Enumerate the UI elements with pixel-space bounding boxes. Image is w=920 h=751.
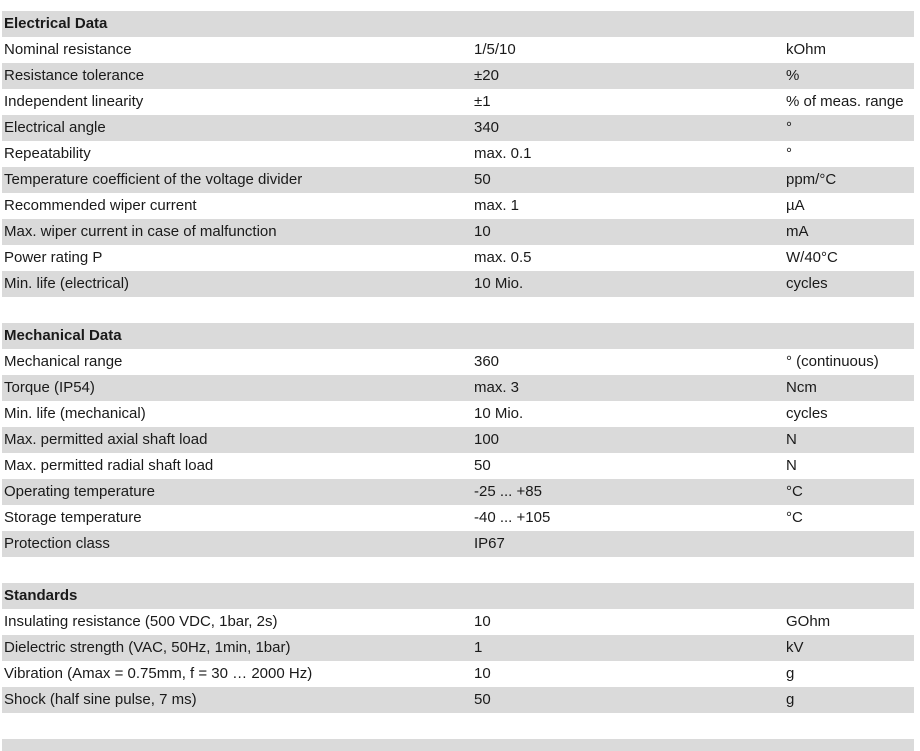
param-cell: Storage temperature bbox=[4, 509, 142, 526]
unit-cell: N bbox=[786, 431, 797, 448]
value-cell: IP67 bbox=[474, 535, 505, 552]
value-cell: max. 3 bbox=[474, 379, 520, 396]
table-row bbox=[2, 427, 914, 453]
section-header bbox=[2, 323, 914, 349]
table-row bbox=[2, 479, 914, 505]
unit-cell: cycles bbox=[786, 405, 828, 422]
table-row bbox=[2, 37, 914, 63]
param-cell: Torque (IP54) bbox=[4, 379, 95, 396]
param-cell: Min. life (mechanical) bbox=[4, 405, 146, 422]
value-cell: -25 ... +85 bbox=[474, 483, 542, 500]
param-cell: Max. permitted axial shaft load bbox=[4, 431, 208, 448]
value-cell: 10 bbox=[474, 223, 491, 240]
unit-cell: mA bbox=[786, 223, 809, 240]
param-cell: Power rating P bbox=[4, 249, 103, 266]
value-cell: 10 Mio. bbox=[474, 405, 524, 422]
section-title: Mechanical Data bbox=[4, 327, 122, 344]
table-row bbox=[2, 89, 914, 115]
spec-table bbox=[2, 11, 914, 713]
unit-cell: cycles bbox=[786, 275, 828, 292]
value-cell: 10 Mio. bbox=[474, 275, 524, 292]
section-header bbox=[2, 583, 914, 609]
value-cell: -40 ... +105 bbox=[474, 509, 551, 526]
table-row bbox=[2, 401, 914, 427]
unit-cell: N bbox=[786, 457, 797, 474]
table-row bbox=[2, 271, 914, 297]
unit-cell: µA bbox=[786, 197, 805, 214]
value-cell: 10 bbox=[474, 665, 491, 682]
param-cell: Mechanical range bbox=[4, 353, 123, 370]
unit-cell: GOhm bbox=[786, 613, 831, 630]
unit-cell: g bbox=[786, 691, 795, 708]
value-cell: max. 0.5 bbox=[474, 249, 532, 266]
value-cell: 50 bbox=[474, 171, 491, 188]
param-cell: Independent linearity bbox=[4, 93, 144, 110]
table-row bbox=[2, 687, 914, 713]
table-row bbox=[2, 349, 914, 375]
param-cell: Temperature coefficient of the voltage divider bbox=[4, 171, 303, 188]
table-row bbox=[2, 505, 914, 531]
unit-cell: g bbox=[786, 665, 795, 682]
value-cell: 1 bbox=[474, 639, 483, 656]
section-gap bbox=[2, 557, 914, 583]
table-row bbox=[2, 661, 914, 687]
section-title: Electrical Data bbox=[4, 15, 108, 32]
unit-cell: % of meas. range bbox=[786, 93, 904, 110]
value-cell: 100 bbox=[474, 431, 500, 448]
param-cell: Dielectric strength (VAC, 50Hz, 1min, 1bar) bbox=[4, 639, 291, 656]
next-section-header bbox=[2, 739, 914, 751]
value-cell: ±1 bbox=[474, 93, 491, 110]
unit-cell: °C bbox=[786, 509, 803, 526]
table-row bbox=[2, 531, 914, 557]
value-cell: ±20 bbox=[474, 67, 499, 84]
section-title: Standards bbox=[4, 587, 78, 604]
param-cell: Electrical angle bbox=[4, 119, 106, 136]
value-cell: 50 bbox=[474, 457, 491, 474]
param-cell: Vibration (Amax = 0.75mm, f = 30 … 2000 Hz) bbox=[4, 665, 313, 682]
param-cell: Repeatability bbox=[4, 145, 91, 162]
value-cell: max. 0.1 bbox=[474, 145, 532, 162]
value-cell: 1/5/10 bbox=[474, 41, 516, 58]
table-row bbox=[2, 609, 914, 635]
unit-cell: ° bbox=[786, 119, 792, 136]
unit-cell: kOhm bbox=[786, 41, 827, 58]
table-row bbox=[2, 375, 914, 401]
value-cell: 50 bbox=[474, 691, 491, 708]
table-row bbox=[2, 453, 914, 479]
unit-cell: ppm/°C bbox=[786, 171, 837, 188]
unit-cell: °C bbox=[786, 483, 803, 500]
table-row bbox=[2, 63, 914, 89]
unit-cell: kV bbox=[786, 639, 804, 656]
unit-cell: ° bbox=[786, 145, 792, 162]
section-header bbox=[2, 11, 914, 37]
param-cell: Min. life (electrical) bbox=[4, 275, 130, 292]
param-cell: Operating temperature bbox=[4, 483, 155, 500]
table-row bbox=[2, 141, 914, 167]
value-cell: 360 bbox=[474, 353, 500, 370]
table-row bbox=[2, 219, 914, 245]
param-cell: Protection class bbox=[4, 535, 110, 552]
param-cell: Insulating resistance (500 VDC, 1bar, 2s) bbox=[4, 613, 278, 630]
table-row bbox=[2, 245, 914, 271]
value-cell: 10 bbox=[474, 613, 491, 630]
unit-cell: W/40°C bbox=[786, 249, 838, 266]
param-cell: Recommended wiper current bbox=[4, 197, 197, 214]
param-cell: Resistance tolerance bbox=[4, 67, 145, 84]
table-row bbox=[2, 635, 914, 661]
param-cell: Max. permitted radial shaft load bbox=[4, 457, 214, 474]
value-cell: 340 bbox=[474, 119, 500, 136]
value-cell: max. 1 bbox=[474, 197, 520, 214]
unit-cell bbox=[786, 531, 914, 557]
param-cell: Shock (half sine pulse, 7 ms) bbox=[4, 691, 197, 708]
table-row bbox=[2, 167, 914, 193]
table-row bbox=[2, 193, 914, 219]
param-cell: Nominal resistance bbox=[4, 41, 132, 58]
unit-cell: % bbox=[786, 67, 800, 84]
param-cell: Max. wiper current in case of malfunction bbox=[4, 223, 277, 240]
section-gap bbox=[2, 297, 914, 323]
unit-cell: Ncm bbox=[786, 379, 817, 396]
table-row bbox=[2, 115, 914, 141]
unit-cell: ° (continuous) bbox=[786, 353, 879, 370]
